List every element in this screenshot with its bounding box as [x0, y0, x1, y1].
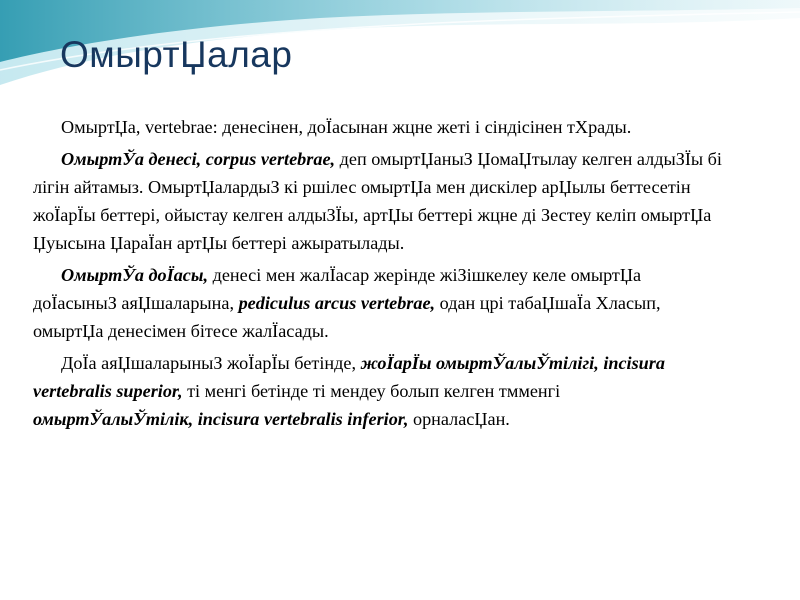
paragraph-text: одан црі табаЏшаЇа Хласып, омыртЏа денесімен бітесе жалЇасады.	[33, 293, 661, 341]
paragraph-text: ДоЇа аяЏшаларыныЗ жоЇарЇы бетінде,	[61, 353, 361, 373]
term-corpus-vertebrae: ОмыртЎа денесі, corpus vertebrae,	[61, 149, 336, 169]
paragraph-vertebral-body	[33, 145, 723, 257]
paragraph-vertebral-notches	[33, 349, 723, 433]
paragraph-text: ОмыртЏа, vertebrae: денесінен, доЇасынан жцне жеті і сіндісінен тХрады.	[61, 117, 632, 137]
term-incisura-inferior: омыртЎалыЎтілік, incisura vertebralis inferior,	[33, 409, 409, 429]
paragraph-text: орналасЏан.	[408, 409, 510, 429]
paragraph-text: деп омыртЏаныЗ ЏомаЏтылау келген алдыЗЇы бі лігін айтамыз. ОмыртЏалардыЗ кі ршілес омыртЏа мен дискілер арЏылы беттесетін жоЇарЇы беттері, ойыстау келген алдыЗЇы, артЏы беттері жцне ді Зестеу келіп омыртЏа Џуысына ЏараЇан артЏы беттері ажыратылады.	[33, 149, 722, 253]
term-pediculus-arcus-vertebrae: pediculus arcus vertebrae,	[238, 293, 436, 313]
paragraph-vertebral-arch	[33, 261, 723, 345]
term-incisura-superior: жоЇарЇы омыртЎалыЎтілігі, incisura vertebralis superior,	[33, 353, 665, 401]
paragraph-vertebra	[33, 113, 723, 141]
term-arcus: ОмыртЎа доЇасы,	[61, 265, 209, 285]
slide-body	[33, 113, 723, 433]
paragraph-text: ті менгі бетінде ті мендеу болып келген тмменгі	[182, 381, 561, 401]
paragraph-text: денесі мен жалЇасар жерінде жіЗішкелеу келе омыртЏа доЇасыныЗ аяЏшаларына,	[33, 265, 642, 313]
slide-title: ОмыртЏалар	[60, 34, 293, 75]
